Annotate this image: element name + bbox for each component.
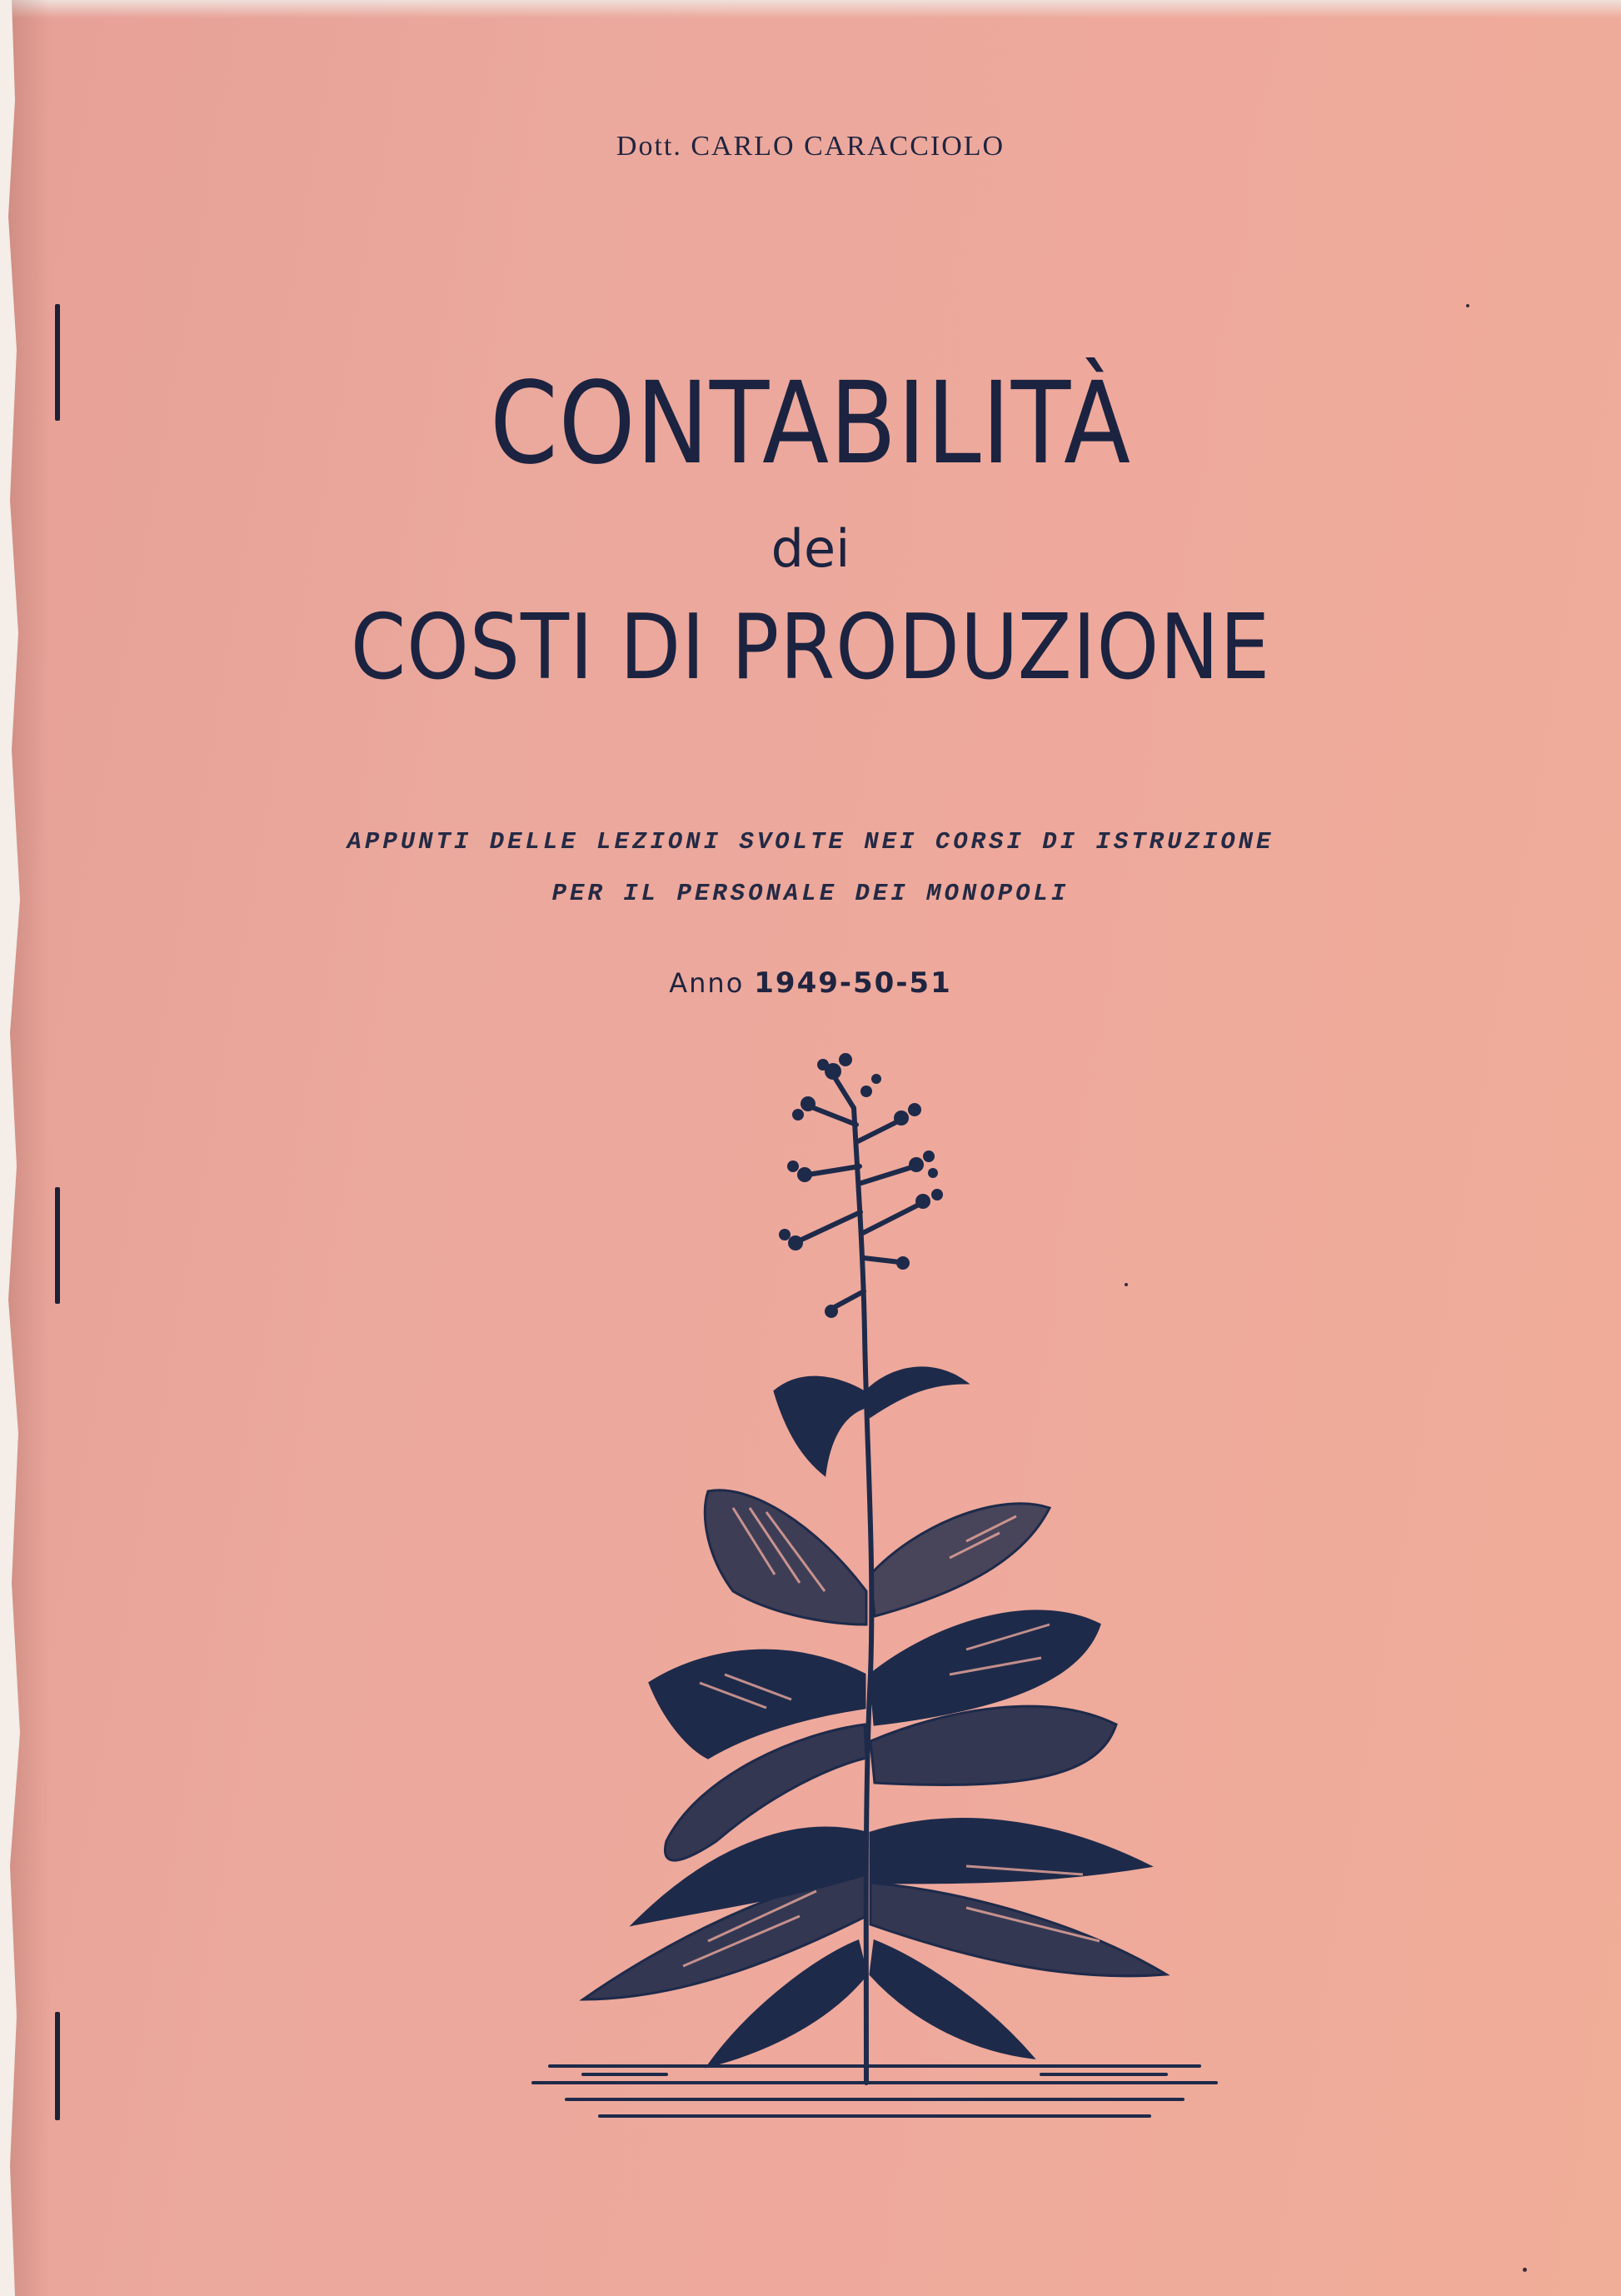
paper-speck	[1523, 2268, 1527, 2272]
paper-speck	[1466, 304, 1469, 307]
paper-speck	[1125, 1283, 1128, 1286]
course-notes-line-1: APPUNTI DELLE LEZIONI SVOLTE NEI CORSI DI ISTRUZIONE	[347, 828, 1274, 856]
academic-year	[0, 966, 1621, 1000]
title-connector: dei	[771, 518, 850, 579]
paper-top-edge	[0, 0, 1621, 18]
staple-middle	[55, 1187, 60, 1304]
title-subtitle: COSTI DI PRODUZIONE	[350, 596, 1271, 700]
tobacco-plant-icon	[500, 1041, 1249, 2133]
title-main: CONTABILITÀ	[490, 358, 1131, 490]
course-notes-line-2: PER IL PERSONALE DEI MONOPOLI	[551, 880, 1070, 907]
staple-bottom	[55, 2012, 60, 2120]
year-value: 1949-50-51	[754, 966, 952, 1000]
torn-edge	[0, 0, 25, 2296]
year-label: Anno	[669, 967, 745, 999]
course-notes	[0, 816, 1621, 920]
staple-top	[55, 304, 60, 421]
author-name: Dott. CARLO CARACCIOLO	[616, 131, 1005, 162]
